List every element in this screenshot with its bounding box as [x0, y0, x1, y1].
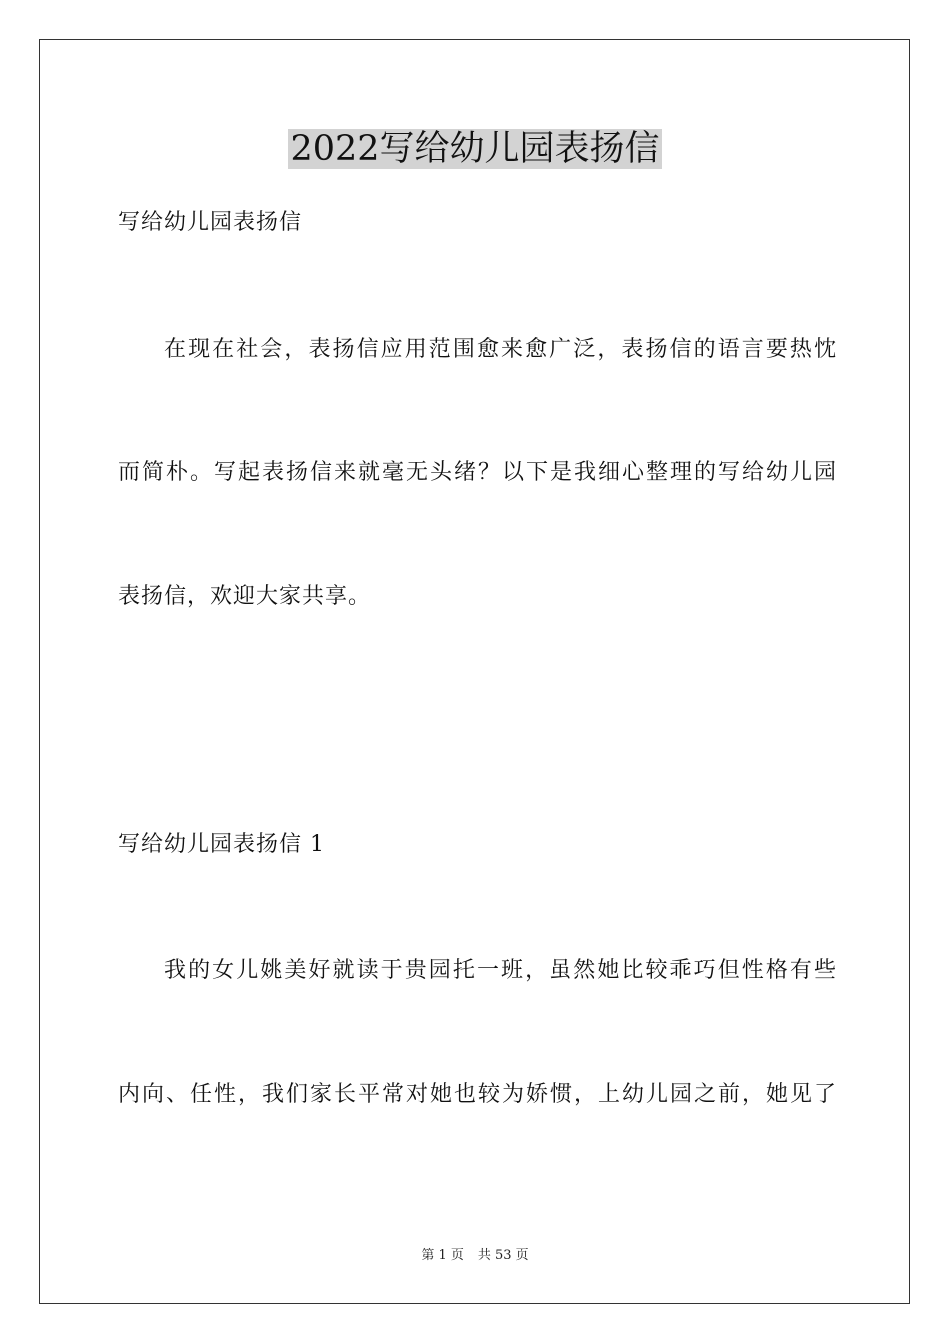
paragraph-line: 而简朴。写起表扬信来就毫无头绪？以下是我细心整理的写给幼儿园 [118, 460, 836, 485]
page-total: 共 53 页 [477, 1248, 529, 1263]
paragraph-line: 内向、任性，我们家长平常对她也较为娇惯，上幼儿园之前，她见了 [118, 1082, 836, 1107]
section-heading: 写给幼儿园表扬信 [118, 210, 303, 235]
paragraph-line: 我的女儿姚美好就读于贵园托一班，虽然她比较乖巧但性格有些 [164, 958, 836, 983]
paragraph-line: 在现在社会，表扬信应用范围愈来愈广泛，表扬信的语言要热忱 [164, 337, 836, 362]
section-heading: 写给幼儿园表扬信 1 [118, 832, 325, 857]
document-title-text: 2022写给幼儿园表扬信 [290, 129, 660, 169]
page-number: 第 1 页 [421, 1248, 464, 1263]
document-title [0, 128, 950, 170]
paragraph-line: 表扬信，欢迎大家共享。 [118, 584, 372, 609]
page-footer [0, 1247, 950, 1265]
